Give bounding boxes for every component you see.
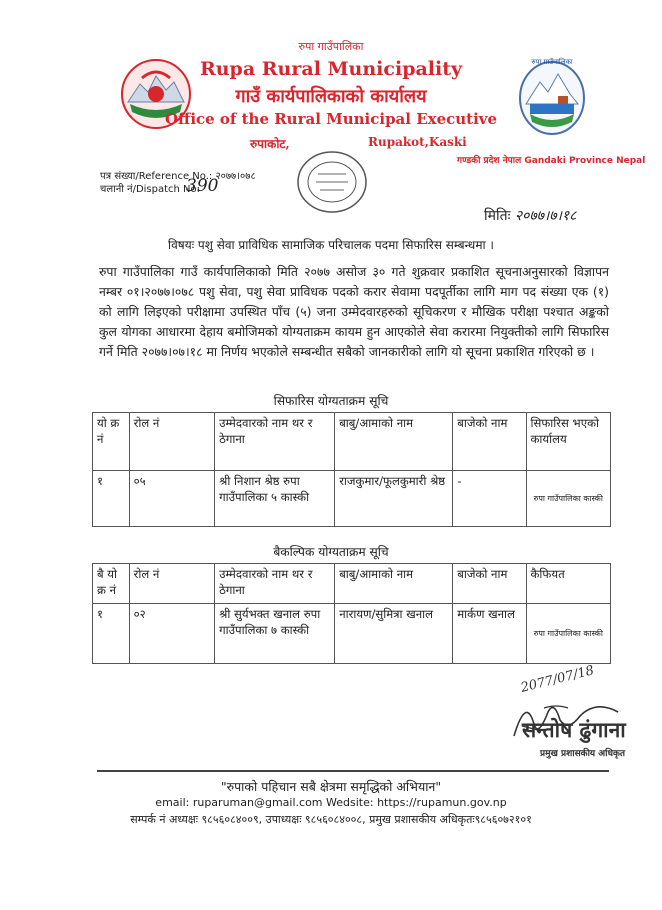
table-header-cell: बाबु/आमाको नाम (335, 413, 453, 471)
table-cell: ०२ (129, 604, 214, 664)
signatory-name: सन्तोष ढुंगाना (522, 718, 626, 742)
alternate-table (92, 563, 611, 664)
table2-title: बैकल्पिक योग्यताक्रम सूचि (273, 545, 389, 559)
office-stamp-cell: रुपा गाउँपालिका कास्की (526, 604, 611, 664)
footer-slogan: "रुपाको पहिचान सबै क्षेत्रमा समृद्धिको अभियान" (220, 779, 442, 794)
letter-body: रुपा गाउँपालिका गाउँ कार्यपालिकाको मिति २०७७ असोज ३० गते शुक्रवार प्रकाशित सूचनाअनुसारको विज्ञापन नम्बर ०१।२०७७।०७८ पशु सेवा, पशु सेवा प्राविधक पदको करार सेवामा पदपूर्तीका लागि माग पद संख्या एक (१) को लागि लिइएको परीक्षामा उपस्थित पाँच (५) जना उम्मेदवारहरुको सूचिकरण र मौखिक परीक्षा पश्चात अङ्कको कुल योगका आधारमा देहाय बमोजिमको योग्यताक्रम कायम हुन आएकोले सेवा करारमा नियुक्तीको लागि सिफारिस गर्ने मिति २०७७।०७।१८ मा निर्णय भएकोले सम्बन्धीत सबैको जानकारीको लागि यो सूचना प्रकाशित गरिएको छ । (99, 264, 609, 359)
right-logo-caption: रुपा गाउँपालिका (531, 58, 573, 66)
table-row (93, 471, 611, 527)
header-title-en: Rupa Rural Municipality (199, 58, 463, 80)
signatory-title: प्रमुख प्रशासकीय अधिकृत (540, 749, 626, 759)
dispatch-label: चलानी नं/Dispatch No: (100, 184, 201, 195)
signature-handwritten-date: 2077/07/18 (519, 663, 596, 696)
province-label: गण्डकी प्रदेश नेपाल Gandaki Province Nepal (457, 156, 646, 166)
table-cell: मार्कण खनाल (453, 604, 526, 664)
letter-date: मितिः २०७७।७।१८ (484, 208, 577, 224)
table-header-row (93, 564, 611, 604)
table-cell: नारायण/सुमित्रा खनाल (335, 604, 453, 664)
table-header-cell: उम्मेदवारको नाम थर र ठेगाना (215, 564, 335, 604)
table-cell: - (453, 471, 526, 527)
office-stamp-cell: रुपा गाउँपालिका कास्की (526, 471, 611, 527)
table-header-cell: बाबु/आमाको नाम (335, 564, 453, 604)
table-cell: श्री निशान श्रेष्ठ रुपा गाउँपालिका ५ कास्की (215, 471, 335, 527)
table-header-row (93, 413, 611, 471)
table-cell: १ (93, 604, 130, 664)
table-header-cell: बाजेको नाम (453, 564, 526, 604)
footer-contact-phones: सम्पर्क नं अध्यक्षः ९८५६०८४००९, उपाध्यक्षः ९८५६०८४००८, प्रमुख प्रशासकीय अधिकृतः९८५६०७२१०१ (130, 813, 532, 826)
table-header-cell: रोल नं (129, 413, 214, 471)
office-round-stamp (296, 150, 368, 216)
header-address-en: Rupakot,Kaski (368, 135, 467, 149)
footer-divider (97, 770, 609, 772)
recommendation-table (92, 412, 611, 527)
header-nepali-small: रुपा गाउँपालिका (298, 40, 364, 53)
header-office-en: Office of the Rural Municipal Executive (164, 110, 498, 128)
table-header-cell: उम्मेदवारको नाम थर र ठेगाना (215, 413, 335, 471)
table-cell: १ (93, 471, 130, 527)
table-header-cell: बाजेको नाम (453, 413, 526, 471)
table-cell: ०५ (129, 471, 214, 527)
letter-subject: विषयः पशु सेवा प्राविधिक सामाजिक परिचालक पदमा सिफारिस सम्बन्धमा । (168, 238, 494, 252)
table-cell: राजकुमार/फूलकुमारी श्रेष्ठ (335, 471, 453, 527)
table-row (93, 604, 611, 664)
table-header-cell: सिफारिस भएको कार्यालय (526, 413, 611, 471)
table1-title: सिफारिस योग्यताक्रम सूचि (273, 394, 389, 408)
dispatch-number: 390 (186, 176, 219, 196)
table-cell: श्री सुर्यभक्त खनाल रुपा गाउँपालिका ७ कास्की (215, 604, 335, 664)
table-header-cell: यो क्र नं (93, 413, 130, 471)
header-title-nep: गाउँ कार्यपालिकाको कार्यालय (235, 86, 427, 107)
table-header-cell: कैफियत (526, 564, 611, 604)
reference-number: पत्र संख्या/Reference No.: २०७७।०७८ (100, 171, 256, 182)
header-address-nep: रुपाकोट, (250, 137, 290, 151)
footer-contact-email: email: ruparuman@gmail.com Wedsite: https://rupamun.gov.np (155, 796, 507, 809)
table-header-cell: रोल नं (129, 564, 214, 604)
table-header-cell: बै यो क्र नं (93, 564, 130, 604)
